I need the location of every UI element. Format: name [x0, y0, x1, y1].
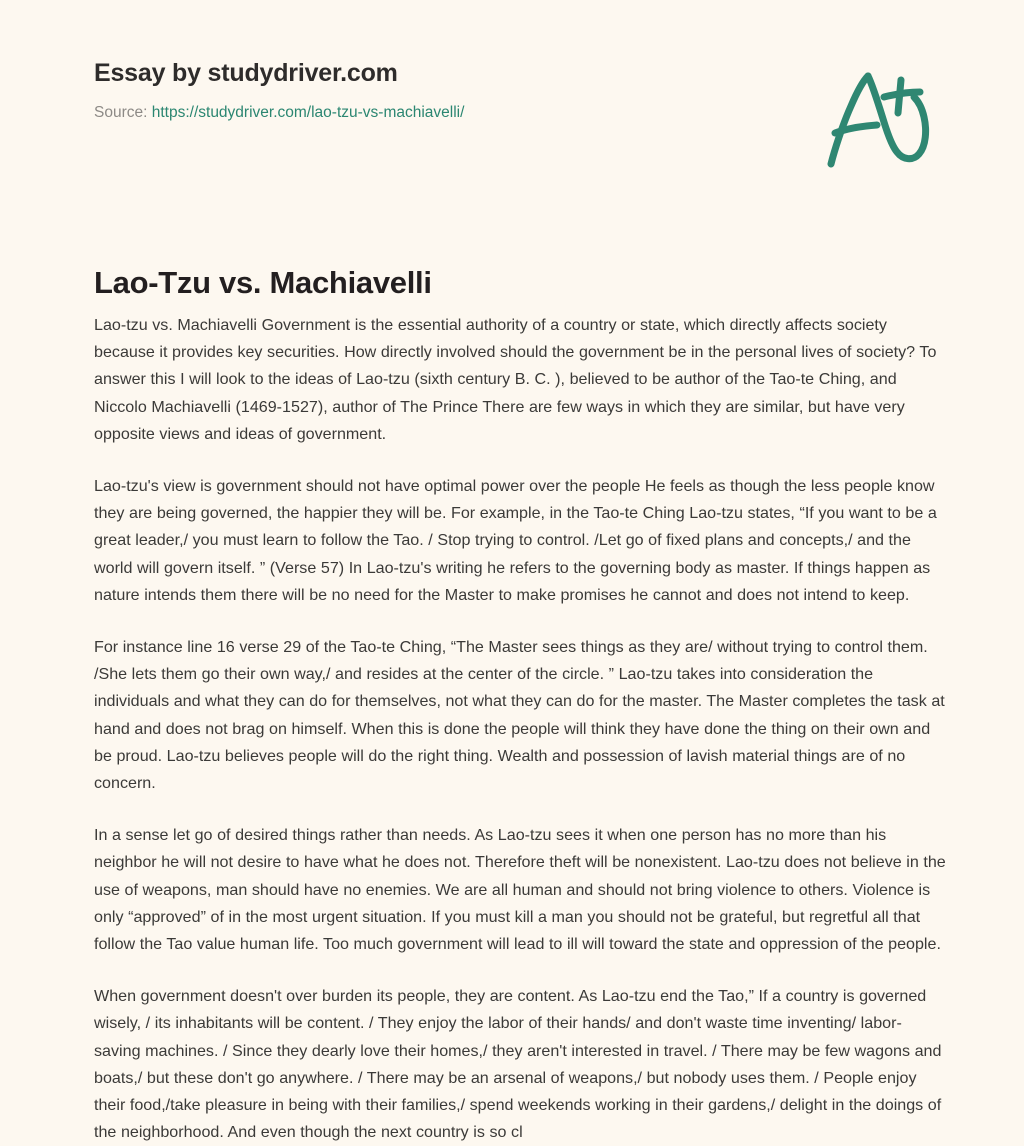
- essay-paragraph: In a sense let go of desired things rather than needs. As Lao-tzu sees it when one person has no more than his neighbor he will not desire to have what he does not. Therefore theft will be nonexistent. Lao-tzu does not believe in the use of weapons, man should have no enemies. We are all human and should not bring violence to others. Violence is only “approved” of in the most urgent situation. If you must kill a man you should not be grateful, but regretful all that follow the Tao value human life. Too much government will lead to ill will toward the state and oppression of the people.: [94, 826, 946, 954]
- source-url-link[interactable]: https://studydriver.com/lao-tzu-vs-machiavelli/: [151, 104, 465, 121]
- brand-heading: Essay by studydriver.com: [94, 59, 398, 87]
- essay-paragraph: When government doesn't over burden its people, they are content. As Lao-tzu end the Tao,” If a country is governed wisely, / its inhabitants will be content. / They enjoy the labor of their hands/ and don't waste time inventing/ labor-saving machines. / Since they dearly love their homes,/ they aren't interested in travel. / There may be few wagons and boats,/ but these don't go anywhere. / There may be an arsenal of weapons,/ but nobody uses them. / People enjoy their food,/take pleasure in being with their families,/ spend weekends working in their gardens,/ delight in the doings of the neighborhood. And even though the next country is so cl: [94, 987, 942, 1142]
- essay-paragraph: Lao-tzu's view is government should not have optimal power over the people He feels as though the less people know they are being governed, the happier they will be. For example, in the Tao-te Ching Lao-tzu states, “If you want to be a great leader,/ you must learn to follow the Tao. / Stop trying to control. /Let go of fixed plans and concepts,/ and the world will govern itself. ” (Verse 57) In Lao-tzu's writing he refers to the governing body as master. If things happen as nature intends them there will be no need for the Master to make promises he cannot and does not intend to keep.: [94, 477, 937, 604]
- page-title: Lao-Tzu vs. Machiavelli: [94, 264, 432, 300]
- source-label: Source:: [94, 104, 148, 121]
- page-header: [94, 58, 940, 123]
- essay-body: [94, 312, 946, 1146]
- a-plus-logo: [818, 64, 942, 170]
- source-line: [94, 103, 940, 123]
- essay-paragraph: Lao-tzu vs. Machiavelli Government is the essential authority of a country or state, which directly affects society because it provides key securities. How directly involved should the government be in the personal lives of society? To answer this I will look to the ideas of Lao-tzu (sixth century B. C. ), believed to be author of the Tao-te Ching, and Niccolo Machiavelli (1469-1527), author of The Prince There are few ways in which they are similar, but have very opposite views and ideas of government.: [94, 316, 937, 443]
- essay-paragraph: For instance line 16 verse 29 of the Tao-te Ching, “The Master sees things as they are/ without trying to control them. /She lets them go their own way,/ and resides at the center of the circle. ” Lao-tzu takes into consideration the individuals and what they can do for themselves, not what they can do for the master. The Master completes the task at hand and does not brag on himself. When this is done the people will think they have done the thing on their own and be proud. Lao-tzu believes people will do the right thing. Wealth and possession of lavish material things are of no concern.: [94, 638, 945, 793]
